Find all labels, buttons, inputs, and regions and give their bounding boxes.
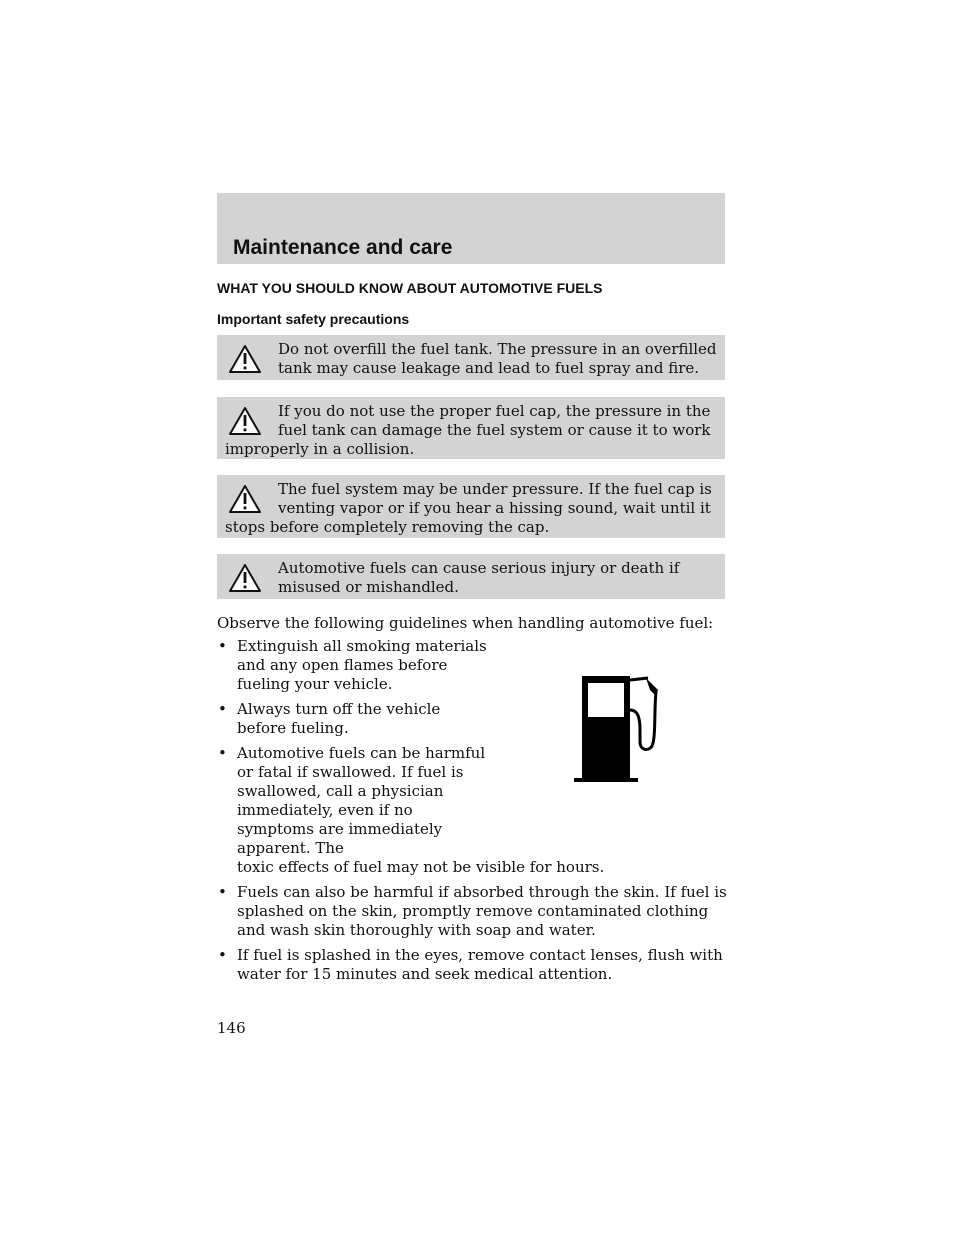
list-item bbox=[217, 946, 729, 984]
bullet-icon: • bbox=[218, 637, 227, 655]
warning-triangle-icon bbox=[228, 484, 262, 514]
page-number: 146 bbox=[217, 1019, 246, 1037]
list-item-text-continued: toxic effects of fuel may not be visible for hours. bbox=[237, 858, 605, 876]
guidelines-intro: Observe the following guidelines when handling automotive fuel: bbox=[217, 614, 714, 632]
warning-text: Do not overfill the fuel tank. The pressure in an overfilled tank may cause leakage and lead to fuel spray and fire. bbox=[278, 340, 717, 377]
warning-box-fuel-cap bbox=[217, 397, 725, 459]
list-item bbox=[217, 883, 729, 940]
warning-triangle-icon bbox=[228, 563, 262, 593]
bullet-icon: • bbox=[218, 883, 227, 901]
list-item-text: Automotive fuels can be harmful or fatal if swallowed. If fuel is swallowed, call a physician immediately, even if no symptoms are immediately apparent. The bbox=[237, 744, 486, 857]
bullet-icon: • bbox=[218, 946, 227, 964]
list-item-text: If fuel is splashed in the eyes, remove contact lenses, flush with water for 15 minutes and seek medical attention. bbox=[237, 946, 723, 983]
bullet-icon: • bbox=[218, 744, 227, 762]
chapter-header bbox=[217, 193, 725, 264]
chapter-title: Maintenance and care bbox=[233, 236, 453, 259]
warning-text: Automotive fuels can cause serious injury or death if misused or mishandled. bbox=[278, 559, 680, 596]
fuel-pump-icon bbox=[564, 670, 668, 784]
list-item-text: Extinguish all smoking materials and any open flames before fueling your vehicle. bbox=[237, 637, 487, 693]
list-item-text: Fuels can also be harmful if absorbed through the skin. If fuel is splashed on the skin, promptly remove contaminated clothing and wash skin thoroughly with soap and water. bbox=[237, 883, 727, 939]
section-heading: WHAT YOU SHOULD KNOW ABOUT AUTOMOTIVE FUELS bbox=[217, 280, 603, 296]
bullet-icon: • bbox=[218, 700, 227, 718]
list-item bbox=[217, 744, 605, 877]
warning-box-misuse bbox=[217, 554, 725, 599]
sub-heading: Important safety precautions bbox=[217, 311, 410, 327]
warning-text: If you do not use the proper fuel cap, the pressure in the fuel tank can damage the fuel system or cause it to work improperly in a collision. bbox=[225, 402, 711, 458]
warning-box-overfill bbox=[217, 335, 725, 380]
warning-box-pressure bbox=[217, 475, 725, 538]
list-item-text: Always turn off the vehicle before fueling. bbox=[237, 700, 441, 737]
warning-text: The fuel system may be under pressure. If the fuel cap is venting vapor or if you hear a hissing sound, wait until it stops before completely removing the cap. bbox=[225, 480, 712, 536]
list-item bbox=[217, 700, 489, 738]
list-item bbox=[217, 637, 489, 694]
warning-triangle-icon bbox=[228, 406, 262, 436]
warning-triangle-icon bbox=[228, 344, 262, 374]
